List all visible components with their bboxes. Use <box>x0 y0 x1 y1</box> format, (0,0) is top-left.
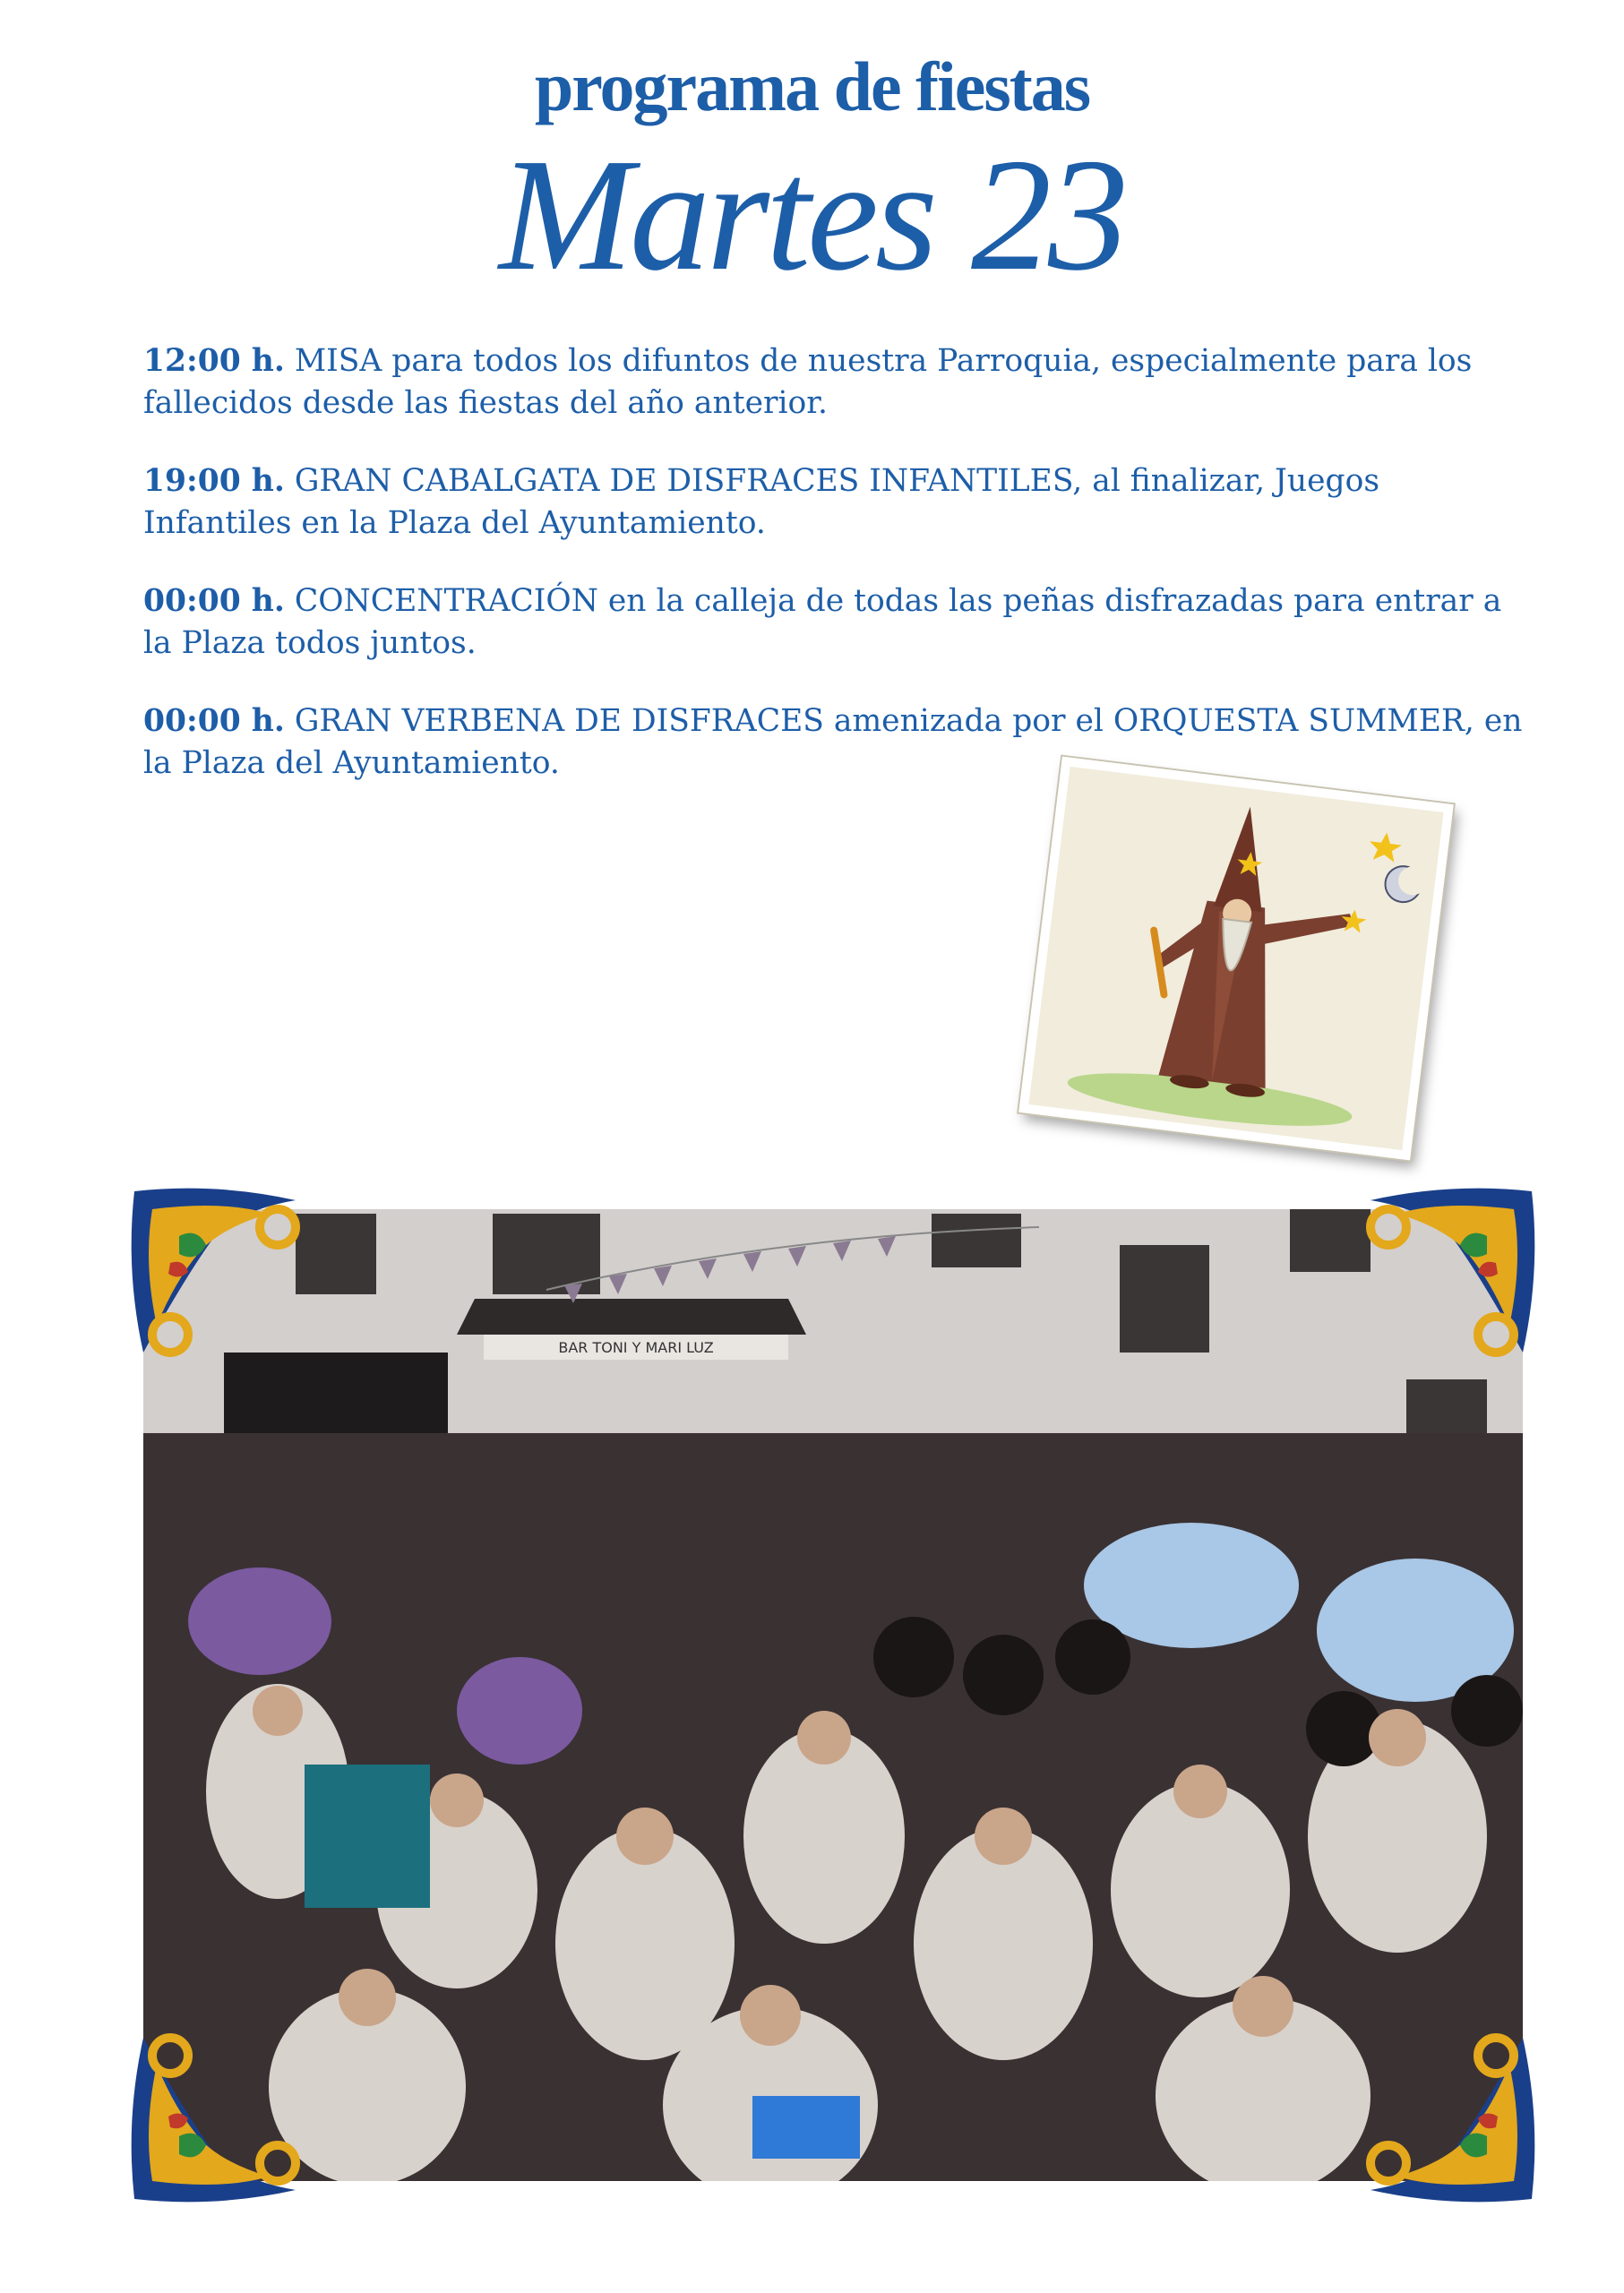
event-description: GRAN CABALGATA DE DISFRACES INFANTILES, al finalizar, Juegos Infantiles en la Plaza del Ayuntamiento. <box>143 463 1380 541</box>
event-item <box>143 580 1523 665</box>
event-item <box>143 460 1523 545</box>
event-description: CONCENTRACIÓN en la calleja de todas las peñas disfrazadas para entrar a la Plaza todos juntos. <box>143 583 1502 661</box>
wizard-icon <box>1028 767 1443 1150</box>
event-program <box>143 340 1523 820</box>
event-time: 19:00 h. <box>143 463 285 499</box>
event-item <box>143 700 1523 785</box>
event-time: 12:00 h. <box>143 343 285 379</box>
ornament-corner-icon <box>116 2029 305 2217</box>
crowd-photo-icon <box>143 1209 1523 2181</box>
event-time: 00:00 h. <box>143 583 285 619</box>
photo-frame <box>116 1173 1550 2217</box>
event-time: 00:00 h. <box>143 703 285 739</box>
bar-sign: BAR TONI Y MARI LUZ <box>558 1339 714 1356</box>
ornament-corner-icon <box>1362 2029 1550 2217</box>
ornament-corner-icon <box>1362 1173 1550 1361</box>
crowd-photo <box>143 1209 1523 2181</box>
ornament-corner-icon <box>116 1173 305 1361</box>
page-title: Martes 23 <box>499 125 1125 304</box>
event-item <box>143 340 1523 425</box>
event-description: GRAN VERBENA DE DISFRACES amenizada por el ORQUESTA SUMMER, en la Plaza del Ayuntamiento. <box>143 703 1523 781</box>
event-description: MISA para todos los difuntos de nuestra Parroquia, especialmente para los fallecidos desde las fiestas del año anterior. <box>143 343 1473 421</box>
wizard-illustration <box>1018 757 1453 1161</box>
page-subtitle: programa de fiestas <box>534 47 1090 125</box>
